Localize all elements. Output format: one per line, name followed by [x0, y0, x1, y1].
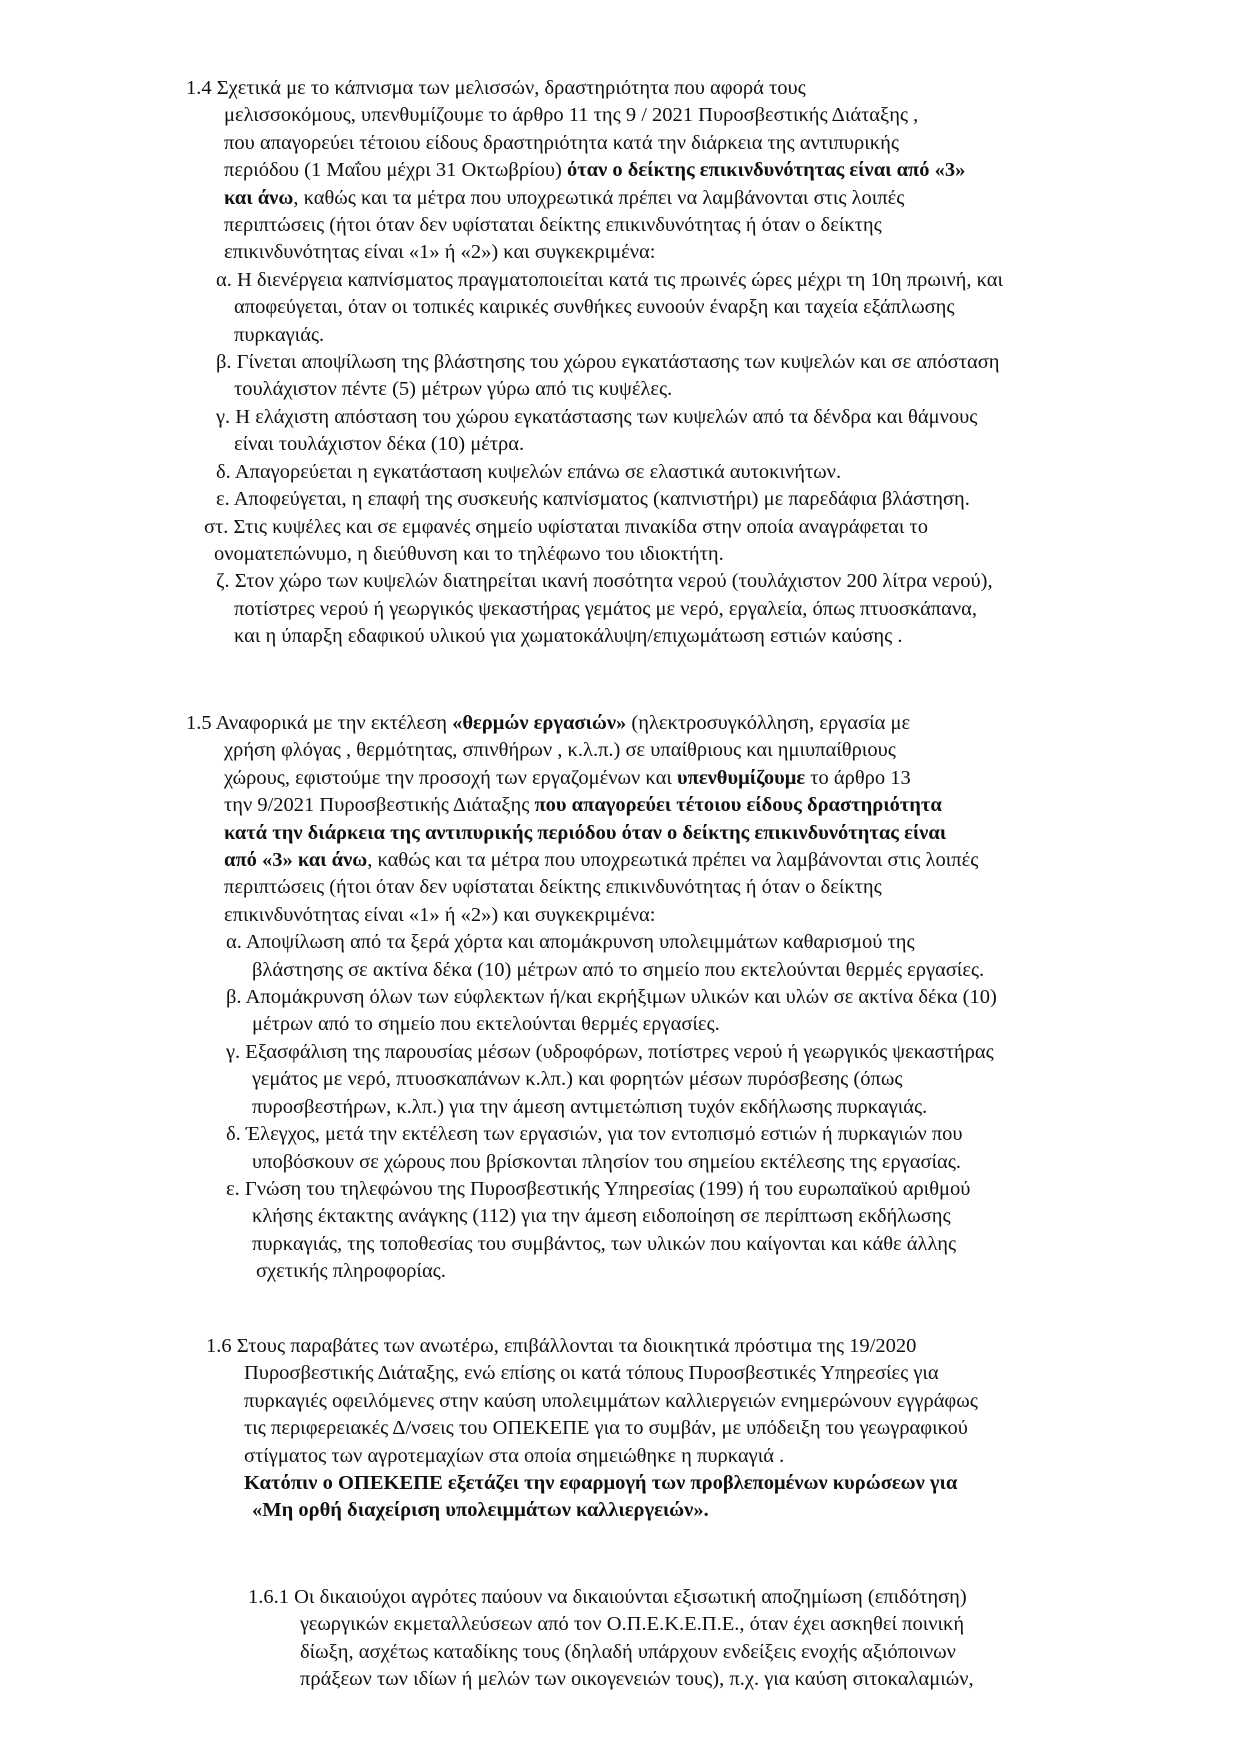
list-item-line: κλήσης έκτακτης ανάγκης (112) για την άμεση ειδοποίηση σε περίπτωση εκδήλωσης — [252, 1205, 951, 1228]
list-item-line: είναι τουλάχιστον δέκα (10) μέτρα. — [234, 433, 525, 456]
paragraph-line: περιόδου (1 Μαΐου μέχρι 31 Οκτωβρίου) όταν ο δείκτης επικινδυνότητας είναι από «3» — [224, 159, 966, 182]
list-item-line: και η ύπαρξη εδαφικού υλικού για χωματοκάλυψη/επιχωμάτωση εστιών καύσης . — [234, 625, 903, 648]
list-item — [186, 459, 1196, 486]
list-item-line: β. Απομάκρυνση όλων των εύφλεκτων ή/και εκρήξιμων υλικών και υλών σε ακτίνα δέκα (10) — [226, 986, 997, 1009]
list-item — [186, 404, 1196, 459]
paragraph-line: κατά την διάρκεια της αντιπυρικής περιόδου όταν ο δείκτης επικινδυνότητας είναι — [224, 821, 947, 844]
list-item-line: βλάστησης σε ακτίνα δέκα (10) μέτρων από το σημείο που εκτελούνται θερμές εργασίες. — [252, 958, 985, 981]
list-item-line: πυροσβεστήρων, κ.λπ.) για την άμεση αντιμετώπιση τυχόν εκδήλωσης πυρκαγιάς. — [252, 1095, 928, 1118]
bold-conclusion-line: Κατόπιν ο ΟΠΕΚΕΠΕ εξετάζει την εφαρμογή των προβλεπομένων κυρώσεων για — [244, 1472, 958, 1495]
paragraph-line: περιπτώσεις (ήτοι όταν δεν υφίσταται δείκτης επικινδυνότητας ή όταν ο δείκτης — [224, 214, 882, 237]
paragraph-line: την 9/2021 Πυροσβεστικής Διάταξης που απαγορεύει τέτοιου είδους δραστηριότητα — [224, 794, 942, 817]
bold-emphasis: και άνω — [224, 186, 294, 209]
list-item-line: ποτίστρες νερού ή γεωργικός ψεκαστήρας γεμάτος με νερό, εργαλεία, όπως πτυοσκάπανα, — [234, 597, 978, 620]
bold-emphasis: «θερμών εργασιών» — [452, 712, 627, 734]
bold-emphasis: από «3» και άνω — [224, 849, 368, 872]
list-item — [186, 984, 1196, 1039]
list-item-line: σχετικής πληροφορίας. — [256, 1260, 446, 1283]
paragraph-line: γεωργικών εκμεταλλεύσεων από τον Ο.Π.Ε.Κ.Ε.Π.Ε., όταν έχει ασκηθεί ποινική — [300, 1613, 965, 1636]
paragraph-line: 1.6 Στους παραβάτες των ανωτέρω, επιβάλλονται τα διοικητικά πρόστιμα της 19/2020 — [206, 1335, 917, 1357]
paragraph-line: και άνω, καθώς και τα μέτρα που υποχρεωτικά πρέπει να λαμβάνονται στις λοιπές — [224, 186, 905, 209]
list-item-line: πυρκαγιάς. — [234, 323, 325, 346]
list-item-line: ζ. Στον χώρο των κυψελών διατηρείται ικανή ποσότητα νερού (τουλάχιστον 200 λίτρα νερού), — [216, 570, 993, 593]
list-item-line: στ. Στις κυψέλες και σε εμφανές σημείο υφίσταται πινακίδα στην οποία αναγράφεται το — [204, 515, 929, 538]
paragraph-line: 1.5 Αναφορικά με την εκτέλεση «θερμών εργασιών» (ηλεκτροσυγκόλληση, εργασία με — [186, 712, 911, 734]
bold-emphasis: υπενθυμίζουμε — [676, 766, 806, 789]
paragraph-line: χώρους, εφιστούμε την προσοχή των εργαζομένων και υπενθυμίζουμε το άρθρο 13 — [224, 766, 911, 789]
paragraph-line: επικινδυνότητας είναι «1» ή «2») και συγκεκριμένα: — [224, 241, 656, 264]
paragraph-line: μελισσοκόμους, υπενθυμίζουμε το άρθρο 11 της 9 / 2021 Πυροσβεστικής Διάταξης , — [224, 104, 919, 127]
list-item — [186, 1176, 1196, 1286]
section-1-5 — [186, 710, 1196, 1286]
list-item-line: α. Αποψίλωση από τα ξερά χόρτα και απομάκρυνση υπολειμμάτων καθαρισμού της — [226, 931, 915, 954]
paragraph-line: που απαγορεύει τέτοιου είδους δραστηριότητα κατά την διάρκεια της αντιπυρικής — [224, 131, 899, 154]
list-item-line: δ. Απαγορεύεται η εγκατάσταση κυψελών επάνω σε ελαστικά αυτοκινήτων. — [216, 460, 842, 483]
paragraph-line: από «3» και άνω, καθώς και τα μέτρα που υποχρεωτικά πρέπει να λαμβάνονται στις λοιπές — [224, 849, 979, 872]
paragraph-line: τις περιφερειακές Δ/νσεις του ΟΠΕΚΕΠΕ για το συμβάν, με υπόδειξη του γεωγραφικού — [244, 1417, 968, 1440]
list-item-line: ε. Γνώση του τηλεφώνου της Πυροσβεστικής Υπηρεσίας (199) ή του ευρωπαϊκού αριθμού — [226, 1177, 971, 1200]
section-1-6 — [206, 1333, 1196, 1525]
list-item-line: γεμάτος με νερό, πτυοσκαπάνων κ.λπ.) και φορητών μέσων πυρόσβεσης (όπως — [252, 1068, 903, 1091]
list-item — [186, 929, 1196, 984]
list-item-line: ε. Αποφεύγεται, η επαφή της συσκευής καπνίσματος (καπνιστήρι) με παρεδάφια βλάστηση. — [216, 488, 970, 511]
paragraph-line: πυρκαγιές οφειλόμενες στην καύση υπολειμμάτων καλλιεργειών ενημερώνουν εγγράφως — [244, 1389, 978, 1412]
list-item-line: γ. Εξασφάλιση της παρουσίας μέσων (υδροφόρων, ποτίστρες νερού ή γεωργικός ψεκαστήρας — [226, 1040, 994, 1063]
paragraph-line: στίγματος των αγροτεμαχίων στα οποία σημειώθηκε η πυρκαγιά . — [244, 1444, 785, 1467]
list-item — [186, 514, 1196, 569]
paragraph-line: 1.4 Σχετικά με το κάπνισμα των μελισσών, δραστηριότητα που αφορά τους — [186, 77, 806, 99]
section-1-4 — [186, 75, 1196, 651]
paragraph-line: πράξεων των ιδίων ή μελών των οικογενειών τους), π.χ. για καύση σιτοκαλαμιών, — [300, 1668, 974, 1691]
list-item — [186, 1039, 1196, 1121]
list-item-line: ονοματεπώνυμο, η διεύθυνση και το τηλέφωνο του ιδιοκτήτη. — [214, 542, 724, 565]
section-1-6-1 — [248, 1584, 1198, 1694]
paragraph-line: Πυροσβεστικής Διάταξης, ενώ επίσης οι κατά τόπους Πυροσβεστικές Υπηρεσίες για — [244, 1362, 939, 1385]
list-item — [186, 349, 1196, 404]
bold-emphasis: όταν ο δείκτης επικινδυνότητας είναι από «3» — [566, 159, 966, 182]
list-item-line: β. Γίνεται αποψίλωση της βλάστησης του χώρου εγκατάστασης των κυψελών και σε απόσταση — [216, 351, 1000, 374]
paragraph-line: 1.6.1 Οι δικαιούχοι αγρότες παύουν να δικαιούνται εξισωτική αποζημίωση (επιδότηση) — [248, 1586, 967, 1608]
list-item-line: γ. Η ελάχιστη απόσταση του χώρου εγκατάστασης των κυψελών από τα δένδρα και θάμνους — [216, 405, 978, 428]
list-item — [186, 568, 1196, 650]
paragraph-line: χρήση φλόγας , θερμότητας, σπινθήρων , κ.λ.π.) σε υπαίθριους και ημιυπαίθριους — [224, 739, 896, 762]
list-item-line: αποφεύγεται, όταν οι τοπικές καιρικές συνθήκες ευνοούν έναρξη και ταχεία εξάπλωσης — [234, 296, 955, 319]
list-item — [186, 267, 1196, 349]
list-item — [186, 486, 1196, 513]
list-item-line: α. Η διενέργεια καπνίσματος πραγματοποιείται κατά τις πρωινές ώρες μέχρι τη 10η πρωινή, και — [216, 268, 1004, 291]
paragraph-line: επικινδυνότητας είναι «1» ή «2») και συγκεκριμένα: — [224, 903, 656, 926]
list-item-line: τουλάχιστον πέντε (5) μέτρων γύρω από τις κυψέλες. — [234, 378, 673, 401]
list-item-line: υποβόσκουν σε χώρους που βρίσκονται πλησίον του σημείου εκτέλεσης της εργασίας. — [252, 1150, 962, 1173]
bold-emphasis: που απαγορεύει τέτοιου είδους δραστηριότητα — [534, 794, 942, 817]
paragraph-line: περιπτώσεις (ήτοι όταν δεν υφίσταται δείκτης επικινδυνότητας ή όταν ο δείκτης — [224, 876, 882, 899]
list-item-line: πυρκαγιάς, της τοποθεσίας του συμβάντος, των υλικών που καίγονται και κάθε άλλης — [252, 1232, 957, 1255]
paragraph-line: δίωξη, ασχέτως καταδίκης τους (δηλαδή υπάρχουν ενδείξεις ενοχής αξιόποινων — [300, 1640, 956, 1663]
list-item-line: δ. Έλεγχος, μετά την εκτέλεση των εργασιών, για τον εντοπισμό εστιών ή πυρκαγιών που — [226, 1123, 963, 1146]
list-item-line: μέτρων από το σημείο που εκτελούνται θερμές εργασίες. — [252, 1013, 720, 1036]
bold-conclusion-line: «Μη ορθή διαχείριση υπολειμμάτων καλλιεργειών». — [252, 1499, 709, 1522]
list-item — [186, 1121, 1196, 1176]
